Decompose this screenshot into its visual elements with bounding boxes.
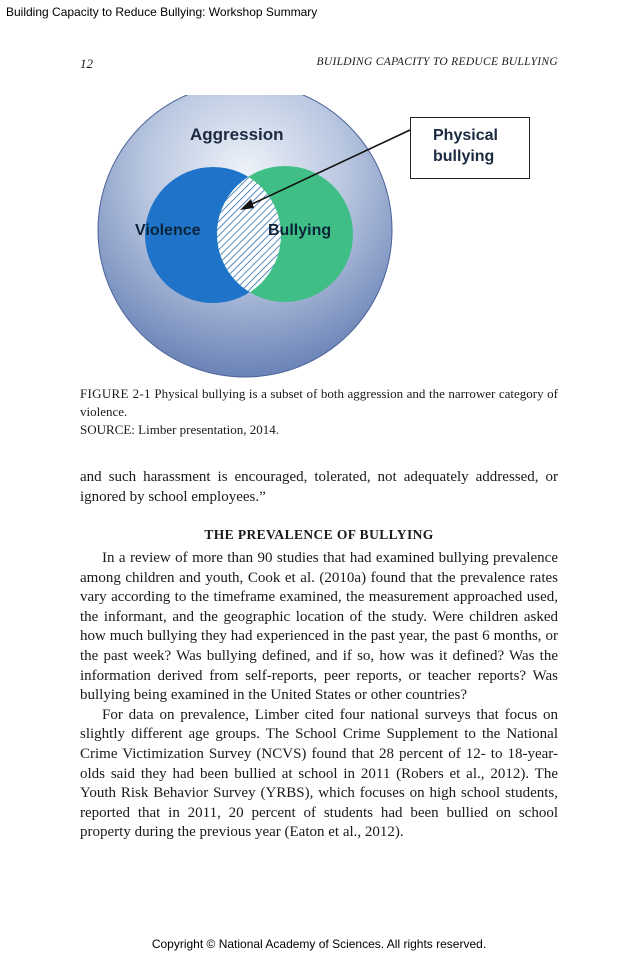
paragraph: In a review of more than 90 studies that had examined bullying prevalence among children and youth, Cook et al. (2010a) found that the prevalence rates vary according to the timeframe examined, the measurement approached used, the informant, and the geographic location of the study. Were children asked how much bullying they had experienced in the past year, the past 6 months, or the past week? Was bullying defined, and if so, how was it defined? Was the information derived from self-reports, peer reports, or teacher reports? Was bullying being examined in the United States or other countries?: [80, 550, 558, 704]
figure-caption: [80, 385, 558, 439]
running-head: [80, 56, 558, 72]
physical-bullying-callout: Physical bullying: [410, 117, 530, 179]
copyright-footer: Copyright © National Academy of Sciences. All rights reserved.: [151, 937, 487, 951]
figure-number: FIGURE 2-1: [80, 386, 151, 401]
bullying-label: Bullying: [268, 222, 332, 239]
figure-source: SOURCE: Limber presentation, 2014.: [80, 422, 279, 437]
running-head-title: BUILDING CAPACITY TO REDUCE BULLYING: [316, 56, 558, 68]
caption-text: Physical bullying is a subset of both aggression and the narrower category of violence.: [80, 386, 558, 419]
violence-label: Violence: [135, 222, 201, 239]
document-header: Building Capacity to Reduce Bullying: Workshop Summary: [6, 5, 318, 19]
paragraph: For data on prevalence, Limber cited four national surveys that focus on slightly different age groups. The School Crime Supplement to the National Crime Victimization Survey (NCVS) found that 28 percent of 12- to 18-year-olds said they had been bullied at school in 2011 (Robers et al., 2012). The Youth Risk Behavior Survey (YRBS), which focuses on high school students, reported that in 2011, 20 percent of students had been bullied on school property during the previous year (Eaton et al., 2012).: [80, 706, 558, 841]
section-heading: THE PREVALENCE OF BULLYING: [204, 527, 434, 542]
continuation-paragraph: and such harassment is encouraged, tolerated, not adequately addressed, or ignored by school employees.”: [80, 469, 558, 505]
venn-diagram: [90, 95, 560, 385]
aggression-label: Aggression: [190, 125, 284, 144]
body-text: [80, 549, 558, 843]
page-number: 12: [80, 56, 93, 71]
